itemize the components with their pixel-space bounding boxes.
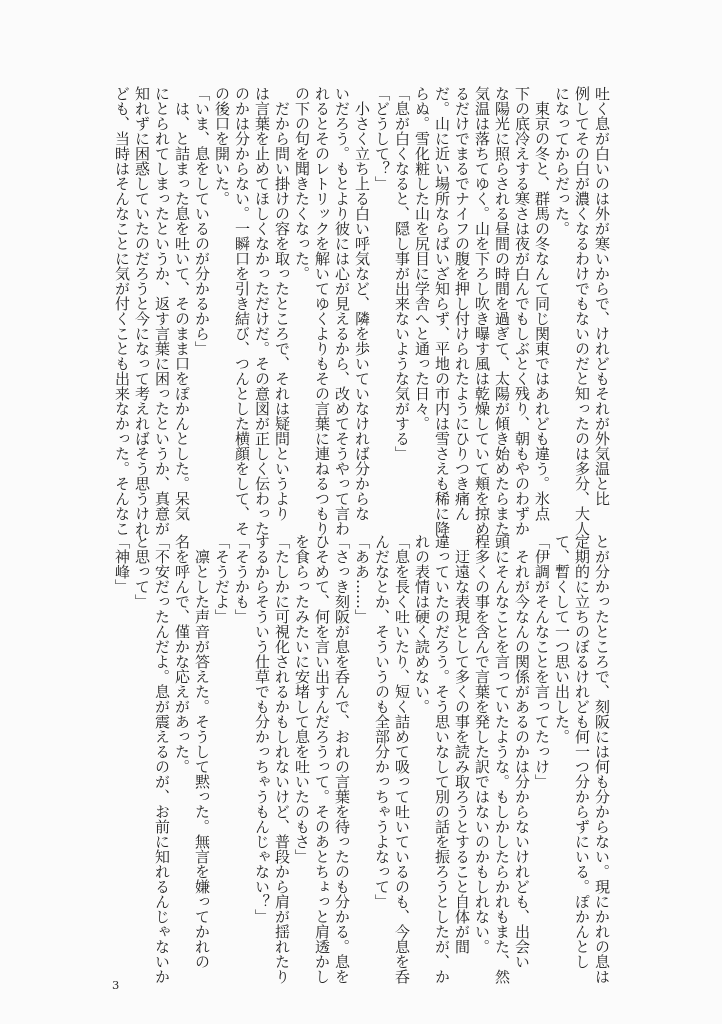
text-line: 「息を長く吐いたり、短く詰めて吸って吐いているのも、今息を呑 xyxy=(393,534,411,984)
text-line: 「ああ……」 xyxy=(353,534,371,624)
text-line: 「さっき刻阪が息を呑んで、おれの言葉を待ったのも分かる。息を xyxy=(333,534,351,984)
text-line: の後口を開いた。 xyxy=(213,86,231,206)
text-line: するからそういう仕草でも分かっちゃうもんじゃない？」 xyxy=(253,534,271,924)
text-line: 迂遠な表現として多くの事を読み取ろうとすること自体が間 xyxy=(453,534,471,954)
text-line: になってからだった。 xyxy=(553,86,571,236)
text-line: らぬ。雪化粧した山を尻目に学舎へと通った日々。 xyxy=(413,86,431,431)
text-line: んだなとか、そういうのも全部分かっちゃうよなって」 xyxy=(373,534,391,909)
text-line: 定期的に立ちのぼるけれども何一つ分からずにいる。ぽかんとし xyxy=(573,534,591,969)
text-line: 気温は落ちてゆく。山を下ろし吹き曝す風は乾燥していて頬を掠め xyxy=(473,86,491,536)
text-line: の下の句を聞きたくなった。 xyxy=(293,86,311,281)
text-line: と思って」 xyxy=(133,534,151,609)
text-line: 「そうだよ」 xyxy=(213,534,231,624)
text-line: にとられてしまったというか、返す言葉に困ったというか、真意が xyxy=(153,86,171,536)
text-line: 知れずに困惑していたのだろうと今になって考えればそう思うけれ xyxy=(133,86,151,536)
text-line: 例してその白が濃くなるわけでもないのだと知ったのは多分、大人 xyxy=(573,86,591,536)
text-line: それが今なんの関係があるのかは分からないけれども、出会い xyxy=(513,534,531,969)
text-line: 「いま、息をしているのが分かるから」 xyxy=(193,86,211,356)
text-line: 小さく立ち上る白い呼気など、隣を歩いていなければ分からな xyxy=(353,86,371,521)
text-line: だ。山に近い場所ならばいざ知らず、平地の市内は雪さえも稀に降 xyxy=(433,86,451,536)
page-number: 3 xyxy=(112,978,120,992)
text-line: だから問い掛けの容を取ったところで、それは疑問というより xyxy=(273,86,291,521)
text-line: 「神峰」 xyxy=(113,534,131,594)
text-line: とが分かったところで、刻阪には何も分からない。現にかれの息は xyxy=(593,534,611,984)
text-line: な陽光に照らされる昼間の時間を過ぎて、太陽が傾き始めたらまた xyxy=(493,86,511,536)
text-line: を食らったみたいに安堵して息を吐いたのもさ」 xyxy=(293,534,311,864)
text-line: ども、当時はそんなことに気が付くことも出来なかった。そんなこ xyxy=(113,86,131,536)
text-line: 「伊調がそんなことを言ってたっけ」 xyxy=(533,534,551,789)
text-line: るだけでまるでナイフの腹を押し付けられたようにひりつき痛ん xyxy=(453,86,471,521)
text-line: 程多くの事を含んで言葉を発した訳ではないのかもしれない。 xyxy=(473,534,491,954)
text-line: 「不安だったんだよ。息が震えるのが、お前に知れるんじゃないか xyxy=(153,534,171,984)
text-line: ひそめて、何を言い出すんだろうって。そのあとちょっと肩透かし xyxy=(313,534,331,984)
text-line: 東京の冬と、群馬の冬なんて同じ関東ではあれども違う。氷点 xyxy=(533,86,551,521)
text-line: れるとそのレトリックを解いてゆくよりもその言葉に連ねるつもり xyxy=(313,86,331,536)
text-line: 頭にそんなことを言っていたような。もしかしたらかれもまた、然 xyxy=(493,534,511,984)
text-line: 名を呼んで、僅かな応えがあった。 xyxy=(173,534,191,774)
text-line: 「たしかに可視化されるかもしれないけど、普段から肩が揺れたり xyxy=(273,534,291,984)
text-line: は言葉を止めてほしくなかっただけだ。その意図が正しく伝わった xyxy=(253,86,271,536)
text-line: て、暫くして一つ思い出した。 xyxy=(553,534,571,744)
upper-text-block xyxy=(112,86,612,536)
text-line: れの表情は硬く読めない。 xyxy=(413,534,431,714)
text-line: は、と詰まった息を吐いて、そのまま口をぽかんとした。呆気 xyxy=(173,86,191,521)
text-line: のかは分からない。一瞬口を引き結び、つんとした横顔をして、そ xyxy=(233,86,251,536)
text-line: 下の底冷えする寒さは夜が白んでもしぶとく残り、朝もやのわずか xyxy=(513,86,531,536)
text-line: 「どうして？」 xyxy=(373,86,391,191)
text-line: 違っていたのだろう。そう思いなして別の話を振ろうとしたが、か xyxy=(433,534,451,984)
text-line: 凛とした声音が答えた。そうして黙った。無言を嫌ってかれの xyxy=(193,534,211,969)
text-line: 「息が白くなると、隠し事が出来ないような気がする」 xyxy=(393,86,411,461)
text-line: 「そうかも」 xyxy=(233,534,251,624)
lower-text-block xyxy=(112,534,612,992)
text-line: いだろう。もとより彼には心が見えるから、改めてそうやって言わ xyxy=(333,86,351,536)
text-line: 吐く息が白いのは外が寒いからで、けれどもそれが外気温と比 xyxy=(593,86,611,506)
